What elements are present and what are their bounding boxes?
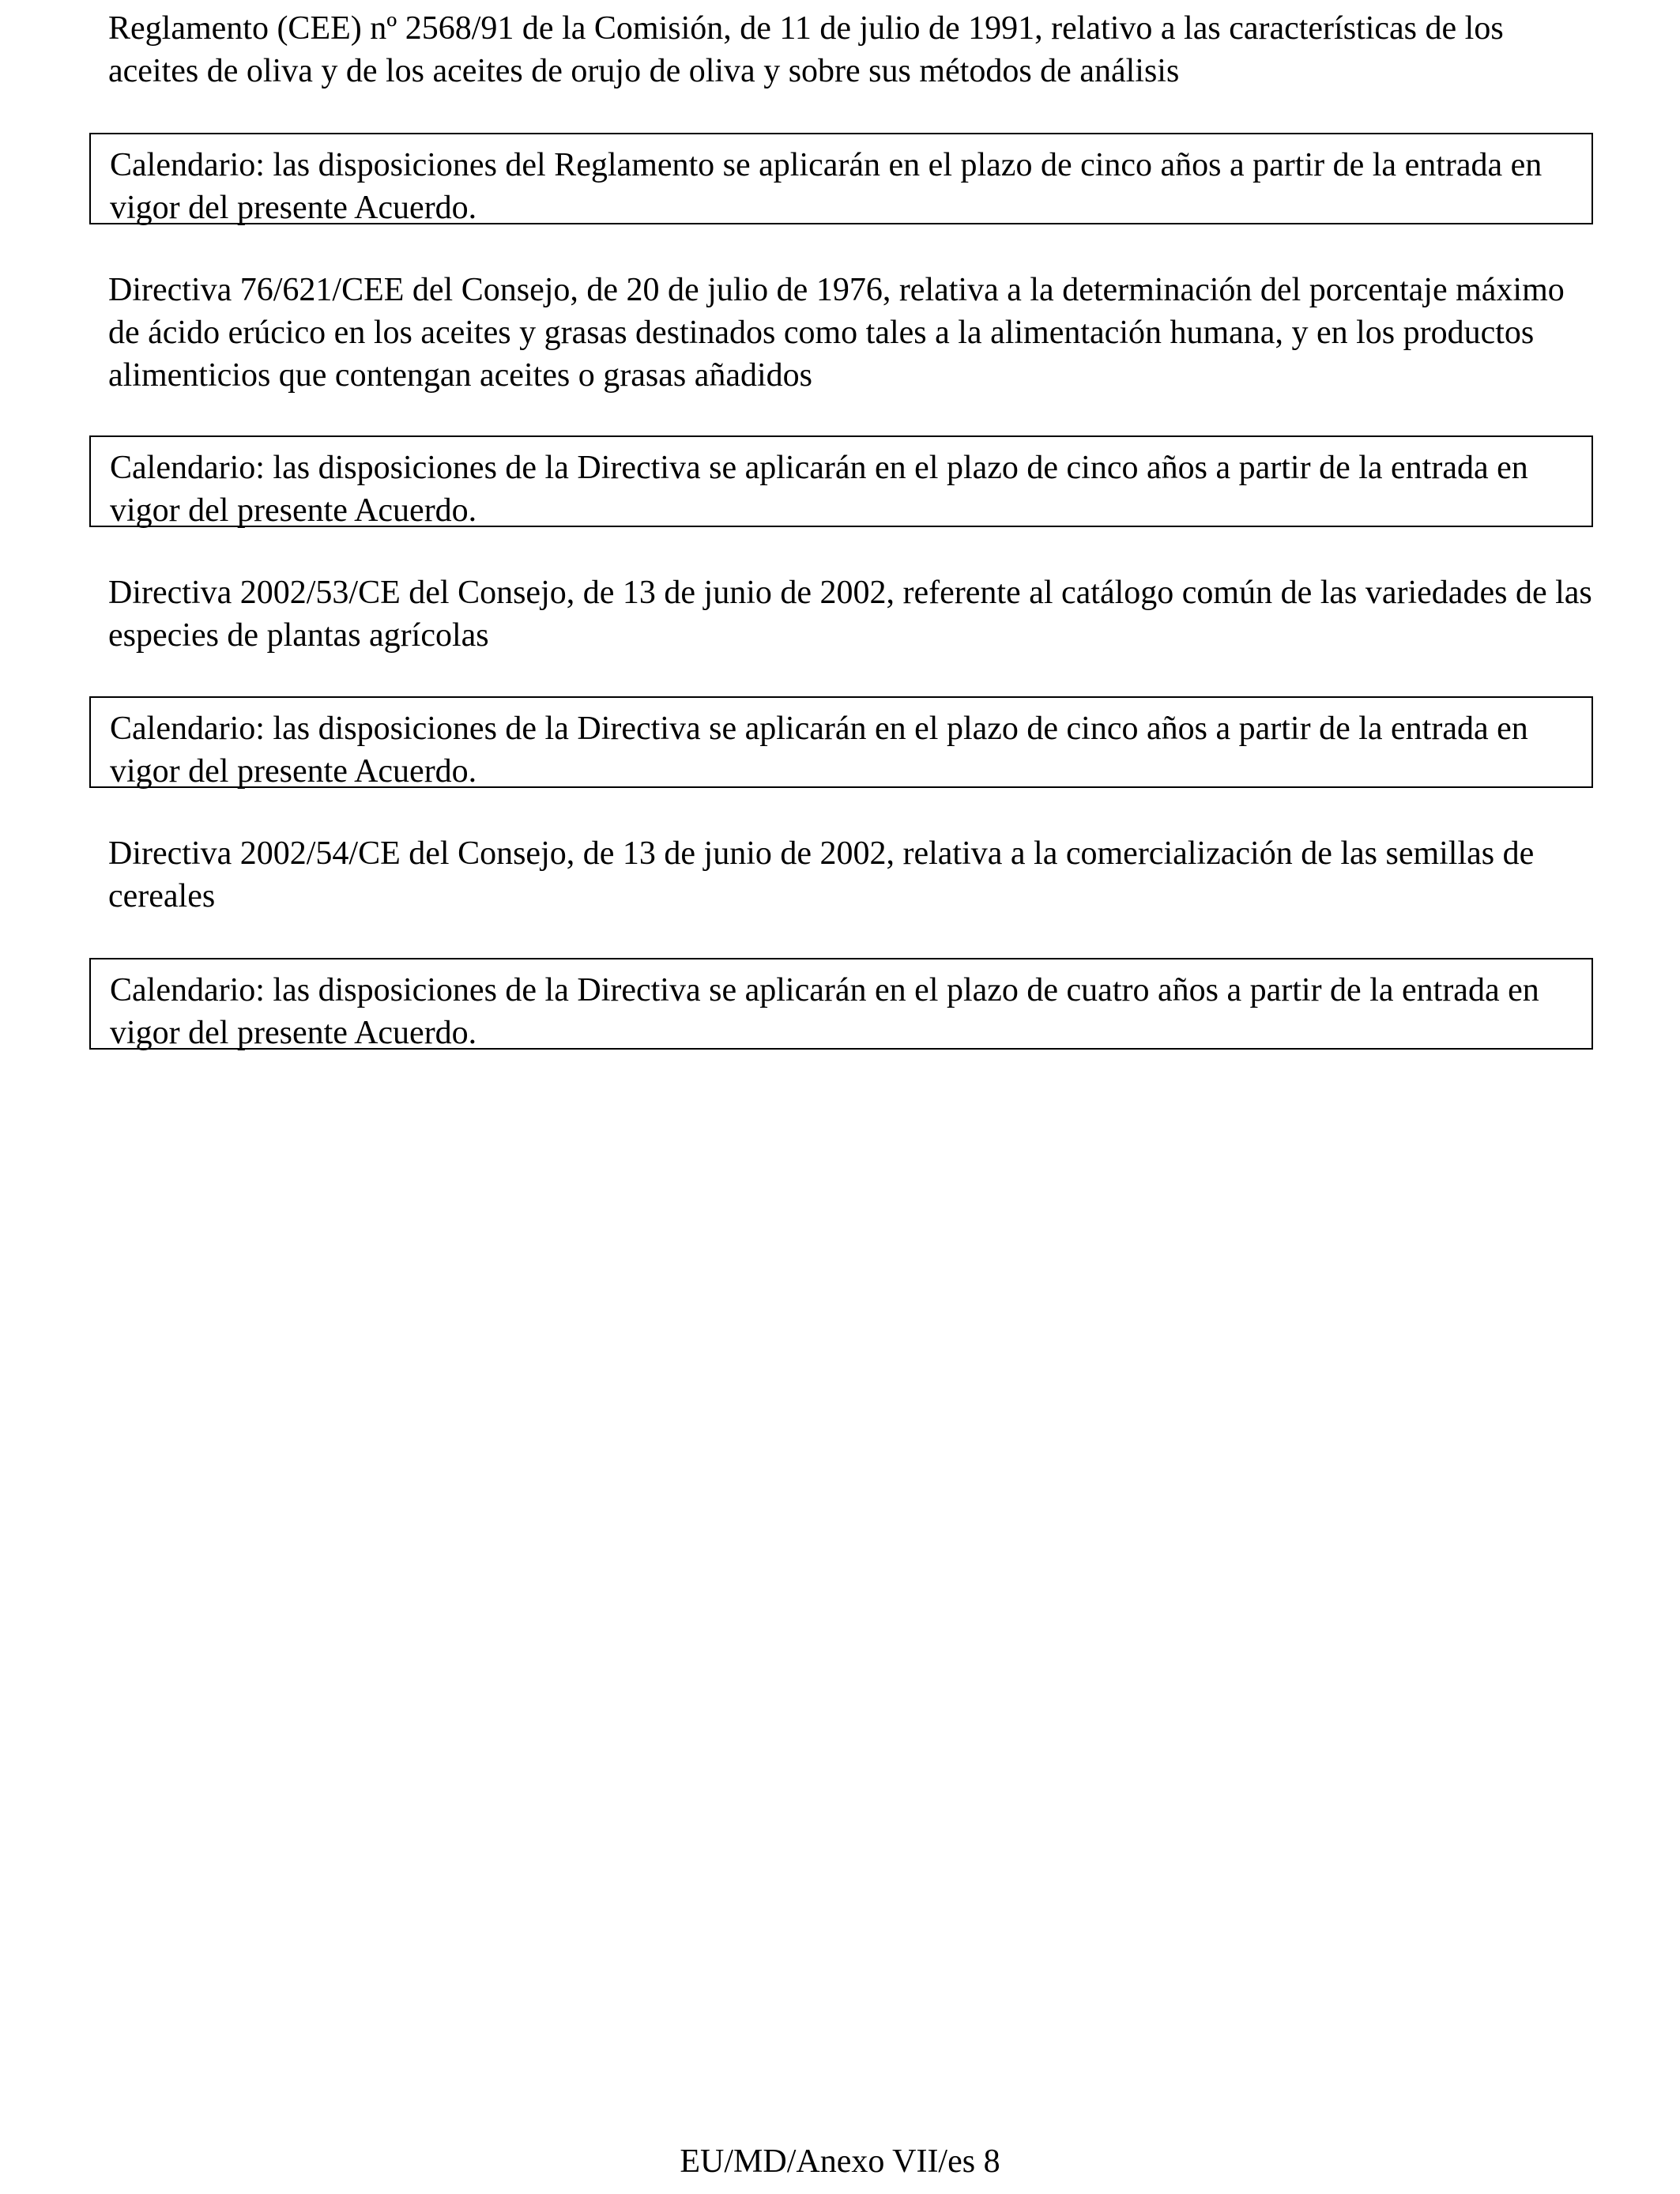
entry-2-title: Directiva 76/621/CEE del Consejo, de 20 de julio de 1976, relativa a la determinación del porcentaje máximo de ácido erúcico en los aceites y grasas destinados como tales a la alimentación humana, y en los productos alimenticios que contengan aceites o grasas añadidos (108, 272, 1565, 394)
entry-1-title: Reglamento (CEE) nº 2568/91 de la Comisión, de 11 de julio de 1991, relativo a las características de los aceites de oliva y de los aceites de orujo de oliva y sobre sus métodos de análisis (108, 10, 1504, 89)
page-footer: EU/MD/Anexo VII/es 8 (680, 2143, 1000, 2180)
entry-1-calendar-box: Calendario: las disposiciones del Reglamento se aplicarán en el plazo de cinco años a partir de la entrada en vigor del presente Acuerdo. (89, 133, 1593, 224)
entry-3-title: Directiva 2002/53/CE del Consejo, de 13 de junio de 2002, referente al catálogo común de las variedades de las especies de plantas agrícolas (108, 575, 1592, 654)
entry-3-calendar-box: Calendario: las disposiciones de la Directiva se aplicarán en el plazo de cinco años a partir de la entrada en vigor del presente Acuerdo. (89, 696, 1593, 788)
entry-2-calendar-box: Calendario: las disposiciones de la Directiva se aplicarán en el plazo de cinco años a partir de la entrada en vigor del presente Acuerdo. (89, 435, 1593, 527)
entry-4-calendar-box: Calendario: las disposiciones de la Directiva se aplicarán en el plazo de cuatro años a partir de la entrada en vigor del presente Acuerdo. (89, 958, 1593, 1050)
entry-4-title: Directiva 2002/54/CE del Consejo, de 13 de junio de 2002, relativa a la comercialización de las semillas de cereales (108, 835, 1535, 914)
